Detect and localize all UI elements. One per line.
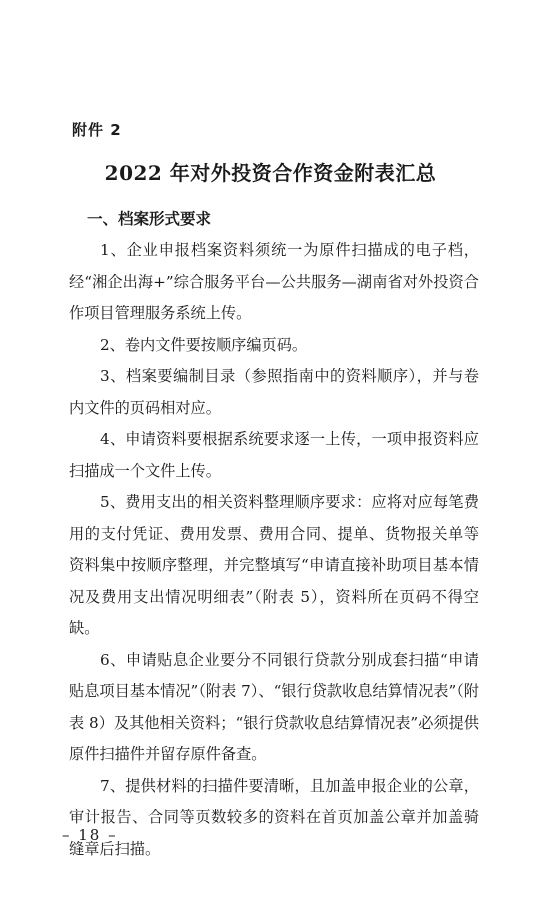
page-number: – 18 –	[62, 826, 118, 844]
paragraph-4: 4、申请资料要根据系统要求逐一上传，一项申报资料应扫描成一个文件上传。	[69, 430, 479, 480]
section-heading: 一、档案形式要求	[87, 210, 212, 228]
paragraph-2: 2、卷内文件要按顺序编页码。	[100, 335, 308, 354]
paragraph-5: 5、费用支出的相关资料整理顺序要求：应将对应每笔费用的支付凭证、费用发票、费用合同、提单、货物报关单等资料集中按顺序整理，并完整填写“申请直接补助项目基本情况及费用支出情况明细表”（附表 5），资料所在页码不得空缺。	[69, 493, 479, 637]
paragraph-7: 7、提供材料的扫描件要清晰，且加盖申报企业的公章，审计报告、合同等页数较多的资料在首页加盖公章并加盖骑缝章后扫描。	[69, 776, 479, 858]
paragraph-6: 6、申请贴息企业要分不同银行贷款分别成套扫描“申请贴息项目基本情况”（附表 7）、“银行贷款收息结算情况表”（附表 8）及其他相关资料；“银行贷款收息结算情况表”必须提供原件扫描件并留存原件备查。	[69, 650, 479, 763]
document-title: 2022 年对外投资合作资金附表汇总	[104, 161, 437, 185]
body-text	[69, 235, 479, 865]
paragraph-1: 1、企业申报档案资料须统一为原件扫描成的电子档，经“湘企出海+”综合服务平台—公共服务—湖南省对外投资合作项目管理服务系统上传。	[69, 241, 479, 322]
paragraph-3: 3、档案要编制目录（参照指南中的资料顺序），并与卷内文件的页码相对应。	[69, 367, 479, 417]
attachment-label: 附件 2	[72, 121, 122, 139]
